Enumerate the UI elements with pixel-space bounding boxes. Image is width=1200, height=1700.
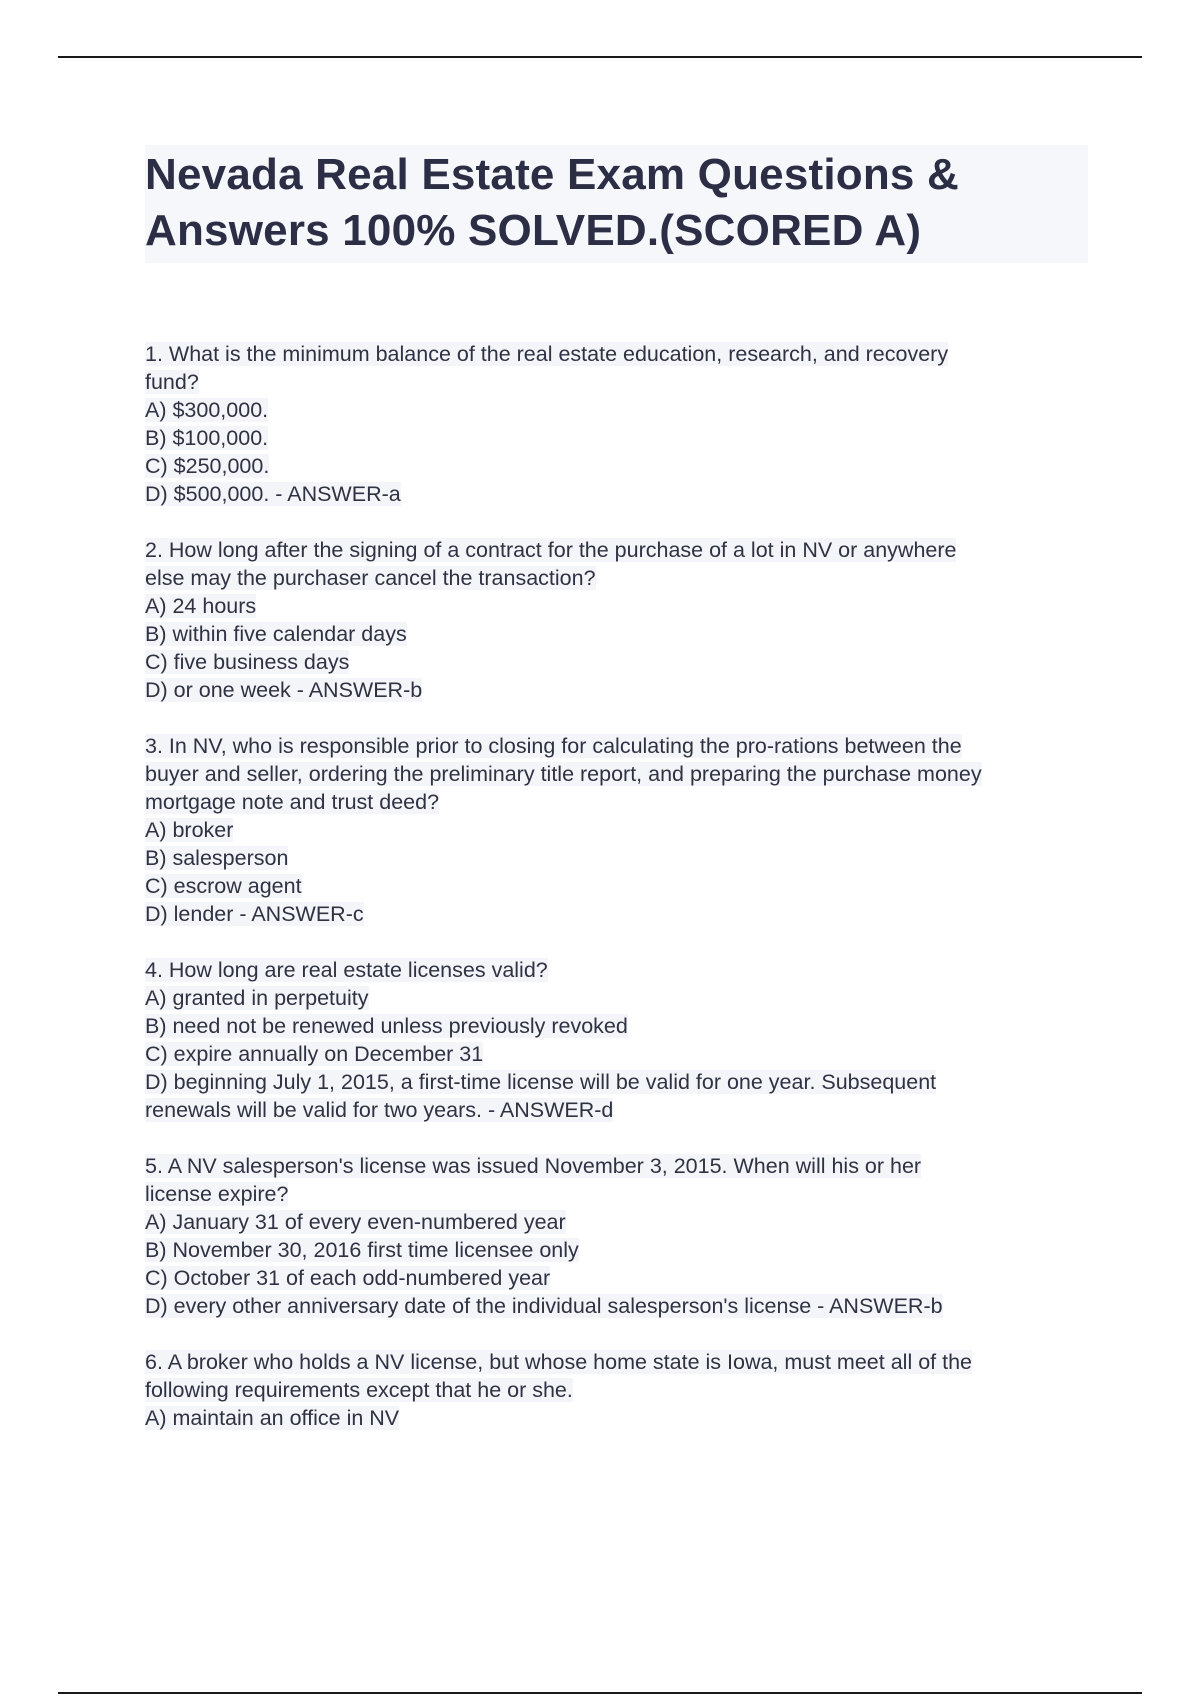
line-text: 1. What is the minimum balance of the real estate education, research, and recovery (145, 342, 949, 366)
line-text: else may the purchaser cancel the transaction? (145, 566, 596, 590)
question-list (145, 340, 1095, 1460)
line-text: D) lender - ANSWER-c (145, 902, 364, 926)
question-line (145, 1012, 1095, 1040)
question-line (145, 368, 1095, 396)
line-text: C) escrow agent (145, 874, 302, 898)
title-block (145, 145, 1088, 263)
question-line (145, 1040, 1095, 1068)
title-line-1: Nevada Real Estate Exam Questions & (145, 150, 959, 199)
line-text: license expire? (145, 1182, 289, 1206)
question-block (145, 1152, 1095, 1320)
question-line (145, 564, 1095, 592)
line-text: C) October 31 of each odd-numbered year (145, 1266, 551, 1290)
line-text: C) expire annually on December 31 (145, 1042, 484, 1066)
line-text: B) salesperson (145, 846, 289, 870)
question-text (145, 536, 1095, 564)
line-text: mortgage note and trust deed? (145, 790, 440, 814)
question-line (145, 592, 1095, 620)
question-block (145, 340, 1095, 508)
question-block (145, 536, 1095, 704)
top-rule (58, 56, 1142, 58)
line-text: 3. In NV, who is responsible prior to closing for calculating the pro-rations between the (145, 734, 962, 758)
document-title (145, 147, 1088, 259)
line-text: D) $500,000. - ANSWER-a (145, 482, 401, 506)
question-line (145, 452, 1095, 480)
question-text (145, 732, 1095, 760)
line-text: B) November 30, 2016 first time licensee only (145, 1238, 579, 1262)
question-line (145, 1180, 1095, 1208)
question-line (145, 760, 1095, 788)
question-line (145, 900, 1095, 928)
line-text: A) $300,000. (145, 398, 269, 422)
question-line (145, 872, 1095, 900)
line-text: A) granted in perpetuity (145, 986, 369, 1010)
question-line (145, 648, 1095, 676)
question-text (145, 340, 1095, 368)
line-text: 2. How long after the signing of a contract for the purchase of a lot in NV or anywhere (145, 538, 957, 562)
question-line (145, 816, 1095, 844)
question-line (145, 1236, 1095, 1264)
question-line (145, 1264, 1095, 1292)
question-line (145, 1096, 1095, 1124)
line-text: 4. How long are real estate licenses valid? (145, 958, 548, 982)
title-line-2: Answers 100% SOLVED.(SCORED A) (145, 206, 922, 255)
line-text: A) 24 hours (145, 594, 257, 618)
question-text (145, 1348, 1095, 1376)
line-text: 5. A NV salesperson's license was issued November 3, 2015. When will his or her (145, 1154, 922, 1178)
question-line (145, 620, 1095, 648)
line-text: A) broker (145, 818, 234, 842)
question-text (145, 1152, 1095, 1180)
line-text: B) $100,000. (145, 426, 269, 450)
question-line (145, 480, 1095, 508)
line-text: following requirements except that he or she. (145, 1378, 573, 1402)
bottom-rule (58, 1692, 1142, 1694)
line-text: D) or one week - ANSWER-b (145, 678, 423, 702)
question-line (145, 1208, 1095, 1236)
question-text (145, 956, 1095, 984)
question-line (145, 1292, 1095, 1320)
line-text: buyer and seller, ordering the preliminary title report, and preparing the purchase money (145, 762, 982, 786)
question-line (145, 1068, 1095, 1096)
question-line (145, 676, 1095, 704)
question-line (145, 844, 1095, 872)
line-text: renewals will be valid for two years. - ANSWER-d (145, 1098, 614, 1122)
line-text: B) need not be renewed unless previously revoked (145, 1014, 628, 1038)
line-text: A) maintain an office in NV (145, 1406, 400, 1430)
line-text: C) $250,000. (145, 454, 270, 478)
question-block (145, 1348, 1095, 1432)
question-block (145, 732, 1095, 928)
line-text: B) within five calendar days (145, 622, 407, 646)
question-line (145, 1376, 1095, 1404)
question-line (145, 984, 1095, 1012)
question-line (145, 1404, 1095, 1432)
line-text: 6. A broker who holds a NV license, but whose home state is Iowa, must meet all of the (145, 1350, 972, 1374)
question-line (145, 396, 1095, 424)
line-text: C) five business days (145, 650, 350, 674)
question-block (145, 956, 1095, 1124)
line-text: fund? (145, 370, 199, 394)
question-line (145, 788, 1095, 816)
line-text: D) beginning July 1, 2015, a first-time license will be valid for one year. Subsequent (145, 1070, 937, 1094)
line-text: A) January 31 of every even-numbered year (145, 1210, 566, 1234)
line-text: D) every other anniversary date of the individual salesperson's license - ANSWER-b (145, 1294, 943, 1318)
question-line (145, 424, 1095, 452)
